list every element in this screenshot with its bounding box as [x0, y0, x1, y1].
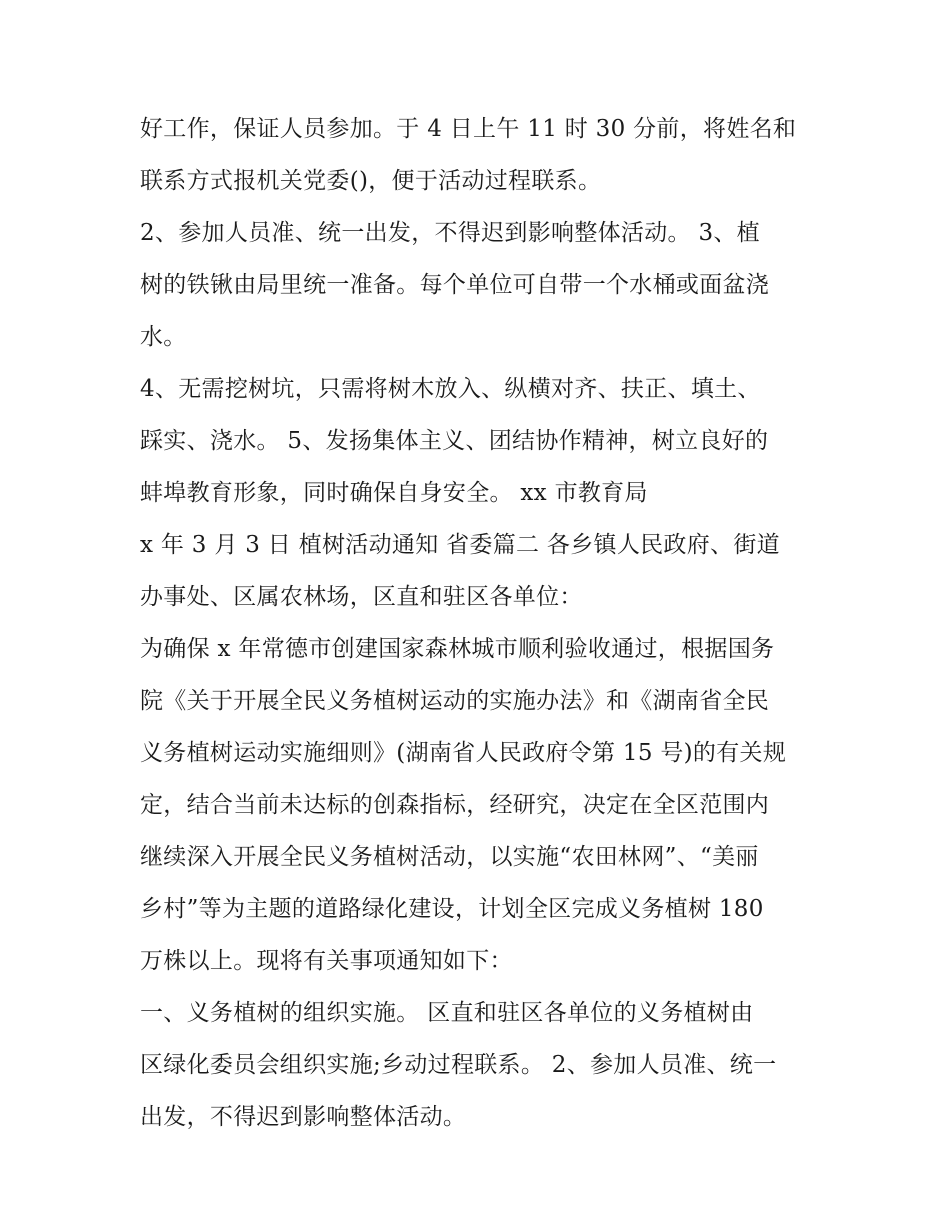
text-line: 为确保 x 年常德市创建国家森林城市顺利验收通过，根据国务: [140, 636, 775, 662]
text-line: 踩实、浇水。 5、发扬集体主义、团结协作精神，树立良好的: [140, 428, 769, 454]
text-line: 出发，不得迟到影响整体活动。: [140, 1104, 467, 1130]
text-line: 4、无需挖树坑，只需将树木放入、纵横对齐、扶正、填土、: [140, 376, 761, 402]
text-line: 万株以上。现将有关事项通知如下：: [140, 948, 513, 974]
text-line: 区绿化委员会组织实施;乡动过程联系。 2、参加人员准、统一: [140, 1052, 777, 1078]
text-line: 好工作，保证人员参加。于 4 日上午 11 时 30 分前，将姓名和: [140, 116, 797, 142]
text-line: 继续深入开展全民义务植树活动，以实施“农田林网”、“美丽: [140, 844, 759, 870]
text-line: 联系方式报机关党委()，便于活动过程联系。: [140, 168, 602, 194]
text-line: 水。: [140, 324, 187, 350]
text-line: 2、参加人员准、统一出发，不得迟到影响整体活动。 3、植: [140, 220, 760, 246]
text-line: 办事处、区属农林场，区直和驻区各单位：: [140, 584, 583, 610]
text-line: 蚌埠教育形象，同时确保自身安全。 xx 市教育局: [140, 480, 648, 506]
text-line: 院《关于开展全民义务植树运动的实施办法》和《湖南省全民: [140, 688, 770, 714]
text-line: x 年 3 月 3 日 植树活动通知 省委篇二 各乡镇人民政府、街道: [140, 532, 780, 558]
text-line: 树的铁锹由局里统一准备。每个单位可自带一个水桶或面盆浇: [140, 272, 770, 298]
text-line: 乡村”等为主题的道路绿化建设，计划全区完成义务植树 180: [140, 896, 764, 922]
text-line: 定，结合当前未达标的创森指标，经研究，决定在全区范围内: [140, 792, 770, 818]
text-line: 一、义务植树的组织实施。 区直和驻区各单位的义务植树由: [140, 1000, 754, 1026]
text-line: 义务植树运动实施细则》(湖南省人民政府令第 15 号)的有关规: [140, 740, 787, 766]
